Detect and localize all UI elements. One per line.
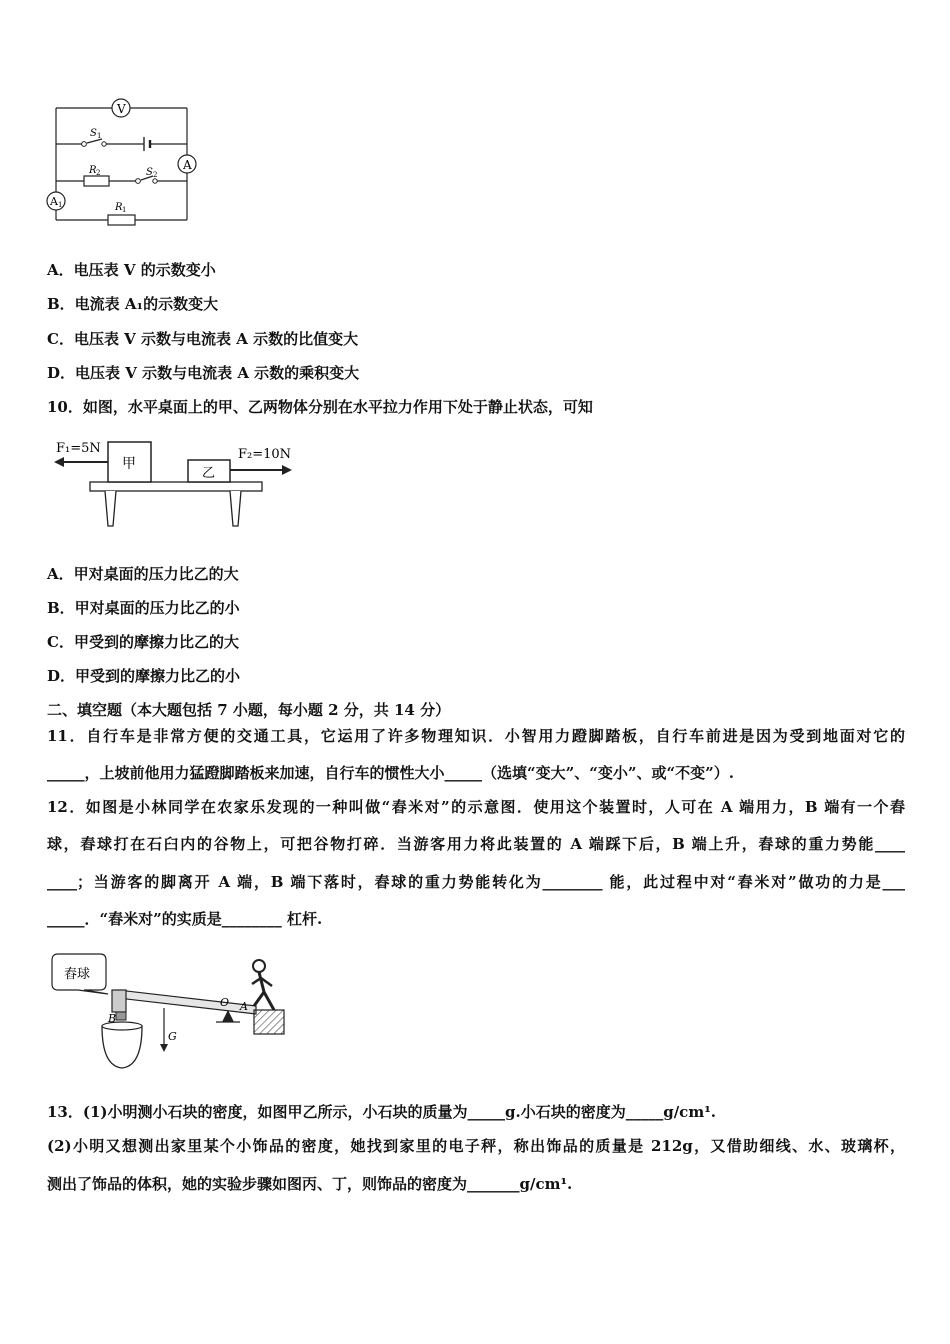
block-yi-label: 乙 [202,466,216,481]
q10-option-b: B．甲对桌面的压力比乙的小 [47,599,240,617]
table-force-diagram [50,436,310,532]
q9-option-a: A．电压表 V 的示数变小 [47,261,216,279]
f2-label: F₂=10N [238,447,292,462]
q12-line4: _____．“舂米对”的实质是________ 杠杆. [47,910,323,928]
ammeter1-label: A [50,195,58,208]
switch2-sub: 2 [153,171,158,179]
point-b-label: B [108,1012,117,1025]
ball-label: 舂球 [64,967,91,982]
resistor2-sub: 2 [96,169,101,177]
q9-option-c: C．电压表 V 示数与电流表 A 示数的比值变大 [47,330,359,348]
switch1-sub: 1 [97,132,102,140]
pestle-lever-diagram [48,948,298,1072]
section2-heading: 二、填空题（本大题包括 7 小题，每小题 2 分，共 14 分） [47,701,451,719]
q11-line1: 11．自行车是非常方便的交通工具，它运用了许多物理知识．小智用力蹬脚踏板，自行车前进是因为受到地面对它的 [47,727,905,745]
resistor2-label: R [89,165,97,176]
f1-label: F₁=5N [56,441,101,456]
q13-line3: 测出了饰品的体积，她的实验步骤如图丙、丁，则饰品的密度为_______g/cm¹. [47,1175,573,1193]
q10-option-c: C．甲受到的摩擦力比乙的大 [47,633,239,651]
ammeter-label: A [183,158,192,172]
q10-stem: 10．如图，水平桌面上的甲、乙两物体分别在水平拉力作用下处于静止状态，可知 [47,398,593,416]
q9-option-b: B．电流表 A₁的示数变大 [47,295,219,313]
resistor1-sub: 1 [122,206,127,214]
pivot-o-label: O [220,996,230,1009]
switch1-label: S [90,128,97,139]
switch2-label: S [146,167,153,178]
point-a-label: A [240,1000,248,1013]
gravity-label: G [168,1030,177,1043]
q12-line3: ____；当游客的脚离开 A 端，B 端下落时，舂球的重力势能转化为________ 能，此过程中对“舂米对”做功的力是___ [47,873,905,891]
resistor1-label: R [115,202,123,213]
q10-option-a: A．甲对桌面的压力比乙的大 [47,565,239,583]
q12-line1: 12．如图是小林同学在农家乐发现的一种叫做“舂米对”的示意图．使用这个装置时，人可在 A 端用力，B 端有一个舂 [47,798,905,816]
q12-line2: 球，舂球打在石臼内的谷物上，可把谷物打碎．当游客用力将此装置的 A 端踩下后，B 端上升，舂球的重力势能____ [47,835,905,853]
q11-line2: _____，上坡前他用力猛蹬脚踏板来加速，自行车的惯性大小_____（选填“变大”、“变小”、或“不变”）. [47,764,734,782]
circuit-diagram [40,95,210,230]
voltmeter-label: V [117,102,126,116]
q13-line2: (2)小明又想测出家里某个小饰品的密度，她找到家里的电子秤，称出饰品的质量是 212g，又借助细线、水、玻璃杯， [47,1137,905,1155]
q13-line1: 13．(1)小明测小石块的密度，如图甲乙所示，小石块的质量为_____g.小石块的密度为_____g/cm¹. [47,1103,716,1121]
ammeter1-sub: 1 [58,201,63,209]
block-jia-label: 甲 [122,456,136,472]
q9-option-d: D．电压表 V 示数与电流表 A 示数的乘积变大 [47,364,360,382]
q10-option-d: D．甲受到的摩擦力比乙的小 [47,667,241,685]
